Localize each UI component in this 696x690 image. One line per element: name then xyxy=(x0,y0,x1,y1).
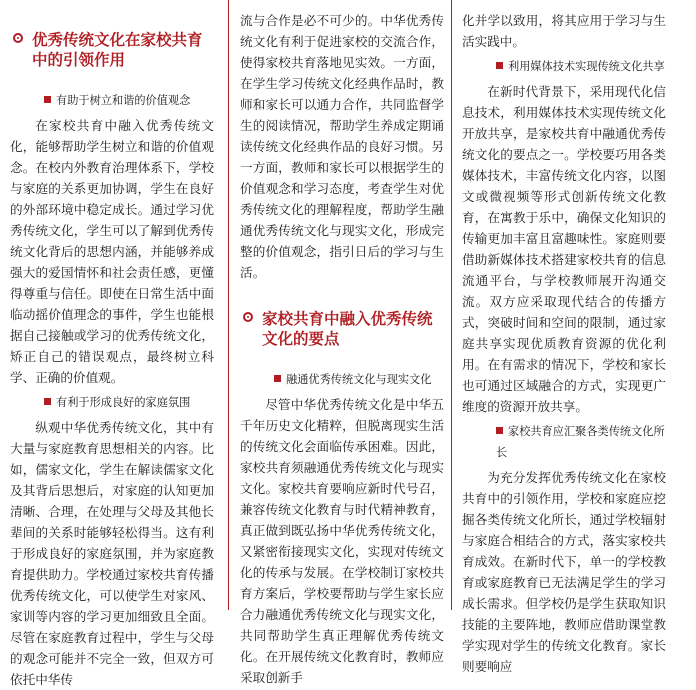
section-heading-1 xyxy=(10,30,214,70)
bullet-circle-icon xyxy=(13,33,23,43)
column-divider-1 xyxy=(228,0,229,610)
subheading-2 xyxy=(10,392,214,413)
square-bullet-icon xyxy=(44,398,51,405)
paragraph-continued-2: 流与合作是必不可少的。中华优秀传统文化有利于促进家校的交流合作，使得家校共育落地见实效。一方面，在学生学习传统文化经典作品时，教师和家长可以通力合作，共同监督学生的阅读情况，帮助学生养成定期诵读传统文化经典作品的良好习惯。另一方面，教师和家长可以根据学生的价值观念和学习态度，考查学生对优秀传统文化的理解程度，帮助学生融通优秀传统文化与现实文化，形成完整的价值观念，指引日后的学习与生活。 xyxy=(240,13,444,280)
subheading-2-text: 有利于形成良好的家庭氛围 xyxy=(56,396,191,409)
section-heading-2 xyxy=(240,309,444,349)
paragraph-2: 纵观中华优秀传统文化，其中有大量与家庭教育思想相关的内容。比如，儒家文化，学生在解读儒家文化及其背后思想后，对家庭的认知更加清晰、合理，在处理与父母及其他长辈间的关系时能够轻松得当。这有利于形成良好的家庭氛围，并为家庭教育提供助力。学校通过家校共育传播优秀传统文化，可以使学生对家风、家训等内容的学习更加细致且全面。尽管在家庭教育过程中，学生与父母的观念可能并不完全一致，但双方可依托中华传 xyxy=(10,420,214,687)
section-heading-1-text: 优秀传统文化在家校共育中的引领作用 xyxy=(32,31,203,69)
subheading-3-text: 融通优秀传统文化与现实文化 xyxy=(286,373,432,386)
subheading-5-text: 家校共育应汇聚各类传统文化所长 xyxy=(496,425,665,459)
square-bullet-icon xyxy=(496,62,503,69)
subheading-1-text: 有助于树立和谐的价值观念 xyxy=(56,94,191,107)
square-bullet-icon xyxy=(496,427,503,434)
paragraph-3: 尽管中华优秀传统文化是中华五千年历史文化精粹，但脱离现实生活的传统文化会面临传承困难。因此，家校共育须融通优秀传统文化与现实文化。家校共育要响应新时代号召，兼容传统文化教育与时代精神教育，真正做到既弘扬中华优秀传统文化，又紧密衔接现实文化，实现对传统文化的传承与发展。在学校制订家校共育方案后，学校要帮助与学生家长应合力融通优秀传统文化与现实文化，共同帮助学生真正理解优秀传统文化。在开展传统文化教育时，教师应采取创新手 xyxy=(240,397,444,685)
paragraph-1: 在家校共育中融入优秀传统文化，能够帮助学生树立和谐的价值观念。在校内外教育治理体系下，学校与家庭的关系更加协调，学生在良好的外部环境中稳定成长。通过学习优秀传统文化，学生可以了解到优秀传统文化背后的思想内涵，并能够养成强大的爱国情怀和社会责任感，更懂得尊重与信任。即使在日常生活中面临动摇价值理念的事件，学生也能根据自己接触或学习的优秀传统文化，矫正自己的错误观点，最终树立科学、正确的价值观。 xyxy=(10,118,214,385)
bullet-circle-icon xyxy=(243,312,253,322)
column-1 xyxy=(10,0,214,690)
column-2 xyxy=(240,10,444,688)
subheading-4-text: 利用媒体技术实现传统文化共享 xyxy=(508,60,665,73)
subheading-5 xyxy=(462,421,666,463)
subheading-1 xyxy=(10,90,214,111)
paragraph-5: 为充分发挥优秀传统文化在家校共育中的引领作用，学校和家庭应挖掘各类传统文化所长，通过学校辐射与家庭合相结合的方式，落实家校共育成效。在新时代下，单一的学校教育或家庭教育已无法满足学生的学习成长需求。但学校仍是学生获取知识技能的主要阵地，教师应借助课堂教学实现对学生的传统文化教育。家长则要响应 xyxy=(462,470,666,674)
paragraph-continued-3: 化并学以致用，将其应用于学习与生活实践中。 xyxy=(462,13,666,49)
column-3 xyxy=(462,10,666,677)
square-bullet-icon xyxy=(274,375,281,382)
column-divider-2 xyxy=(451,0,452,610)
subheading-4 xyxy=(462,56,666,77)
paragraph-4: 在新时代背景下，采用现代化信息技术，利用媒体技术实现传统文化开放共享，是家校共育中融通优秀传统文化的要点之一。学校要巧用各类媒体技术，丰富传统文化内容，以图文或微视频等形式创新传统文化教育，在寓教于乐中，确保文化知识的传输更加丰富且富趣味性。家庭则要借助新媒体技术搭建家校共育的信息流通平台，与学校教师展开沟通交流。双方应采取现代结合的传播方式，突破时间和空间的限制，通过家庭共享实现优质教育资源的优化利用。在有需求的情况下，学校和家长也可通过区域融合的方式，实现更广维度的资源开放共享。 xyxy=(462,84,666,414)
section-heading-2-text: 家校共育中融入优秀传统文化的要点 xyxy=(262,310,433,348)
subheading-3 xyxy=(240,369,444,390)
square-bullet-icon xyxy=(44,96,51,103)
